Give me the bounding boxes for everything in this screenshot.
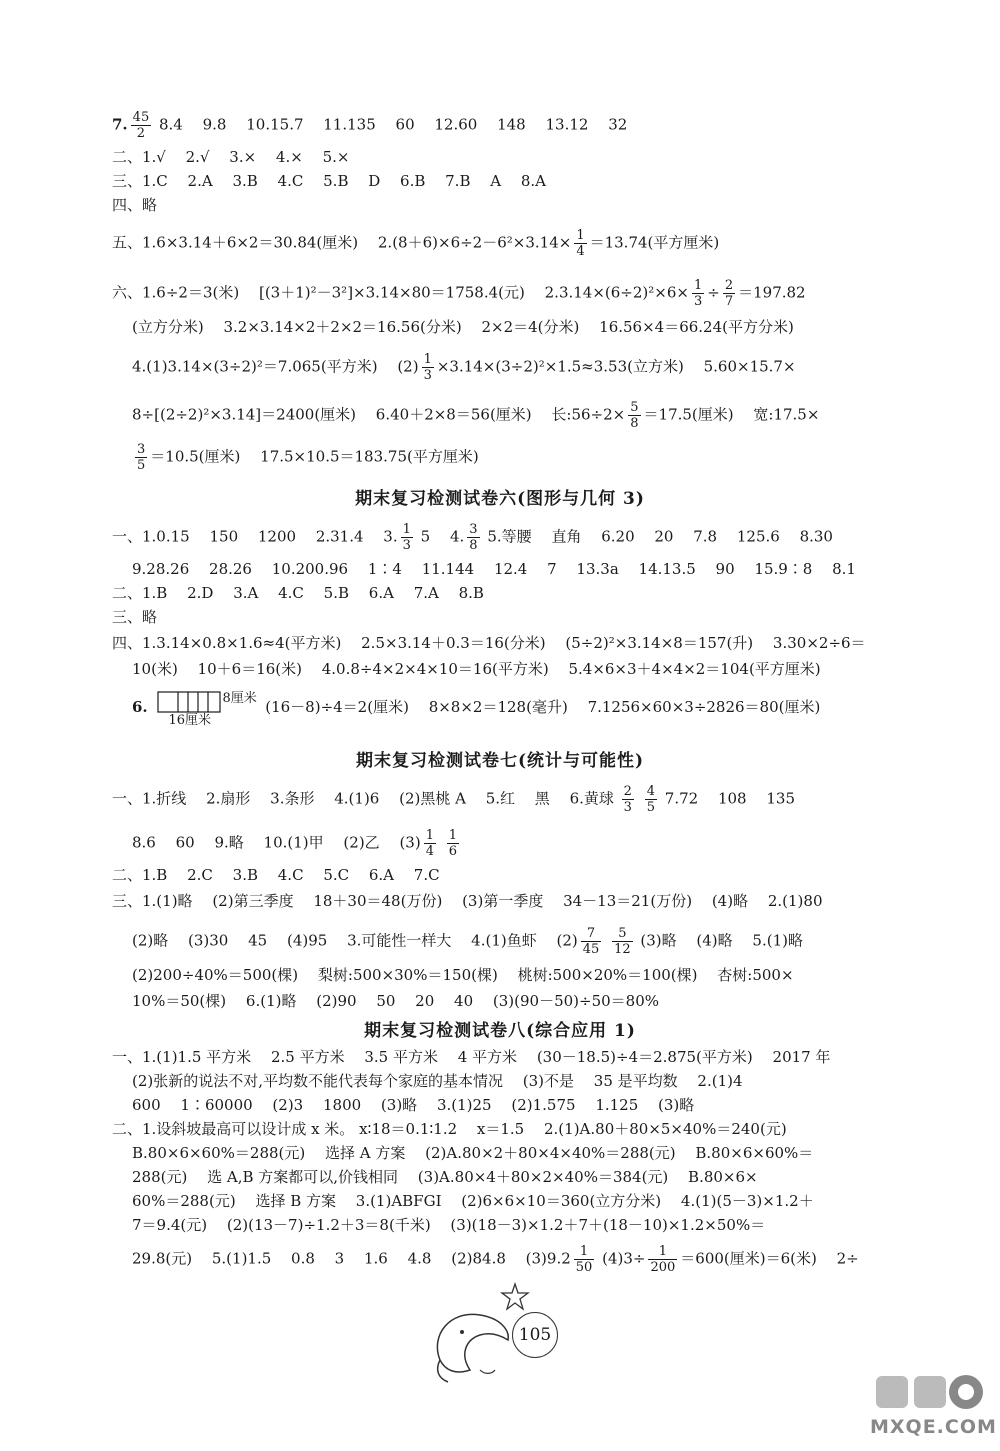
answer-text: 8.4 9.8 10.15.7 11.135 60 12.60 148 13.12 32 [159, 115, 628, 134]
answer-line: 二、1.B 2.D 3.A 4.C 5.B 6.A 7.A 8.B [112, 584, 484, 602]
answer-text: 7. [112, 115, 128, 134]
answer-line: 60%＝288(元) 选择 B 方案 3.(1)ABFGI (2)6×6×10＝360(立方分米) 4.(1)(5－3)×1.2＋ [132, 1192, 814, 1210]
fraction: $\frac{45}{2}$ [132, 110, 150, 141]
answer-line [112, 784, 912, 815]
fraction: $\frac{3}{5}$ [137, 442, 146, 473]
answer-text: 8÷[(2÷2)²×3.14]＝2400(厘米) 6.40＋2×8＝56(厘米) 长:56÷2× [132, 405, 626, 424]
fraction: $\frac{1}{3}$ [423, 352, 432, 383]
answer-text: ＝600(厘米)＝6(米) 2÷ [680, 1249, 859, 1268]
answer-line: 9.28.26 28.26 10.200.96 1∶4 11.144 12.4 7 13.3a 14.13.5 90 15.9∶8 8.1 [132, 560, 856, 578]
answer-line: 10%＝50(棵) 6.(1)略 (2)90 50 20 40 (3)(90－50)÷50＝80% [132, 992, 660, 1010]
answer-text: 一、1.0.15 150 1200 2.31.4 3. [112, 527, 398, 546]
answer-text: 五、1.6×3.14＋6×2＝30.84(厘米) 2.(8＋6)×6÷2－6²×3.14× [112, 233, 572, 252]
answer-text: ÷ [707, 283, 720, 302]
section-title: 期末复习检测试卷八(综合应用 1) [364, 1021, 636, 1041]
answer-line: (2)张新的说法不对,平均数不能代表每个家庭的基本情况 (3)不是 35 是平均数 2.(1)4 [132, 1072, 743, 1090]
fraction: $\frac{1}{4}$ [576, 228, 585, 259]
answer-line [112, 110, 912, 141]
answer-text: ×3.14×(3÷2)²×1.5≈3.53(立方米) 5.60×15.7× [436, 357, 796, 376]
answer-line: 四、1.3.14×0.8×1.6≈4(平方米) 2.5×3.14＋0.3＝16(分米) (5÷2)²×3.14×8＝157(升) 3.30×2÷6＝ [112, 634, 866, 652]
fraction: $\frac{1}{50}$ [575, 1244, 593, 1275]
fraction: $\frac{3}{8}$ [469, 522, 478, 553]
answer-text: ＝17.5(厘米) 宽:17.5× [643, 405, 820, 424]
section-title: 期末复习检测试卷六(图形与几何 3) [355, 489, 645, 509]
fraction: $\frac{5}{8}$ [630, 400, 639, 431]
watermark-logo-icon [870, 1370, 990, 1416]
answer-text: 7.72 108 135 [664, 789, 795, 808]
answer-text: 8.6 60 9.略 10.(1)甲 (2)乙 (3) [132, 833, 421, 852]
answer-text: (2)略 (3)30 45 (4)95 3.可能性一样大 4.(1)鱼虾 (2) [132, 931, 578, 950]
answer-line: 三、略 [112, 608, 158, 626]
star-icon [500, 1282, 530, 1312]
fraction: $\frac{4}{5}$ [646, 784, 656, 815]
answer-line: (2)200÷40%＝500(棵) 梨树:500×30%＝150(棵) 桃树:500×20%＝100(棵) 杏树:500× [132, 966, 794, 984]
fraction: $\frac{1}{3}$ [402, 522, 411, 553]
answer-text: 5.等腰 直角 6.20 20 7.8 125.6 8.30 [487, 527, 833, 546]
answer-line: 二、1.设斜坡最高可以设计成 x 米。 x∶18＝0.1∶1.2 x＝1.5 2.(1)A.80＋80×5×40%＝240(元) [112, 1120, 787, 1138]
answer-text: 6. [132, 698, 148, 716]
answer-line [112, 522, 912, 553]
answer-line [132, 828, 932, 859]
fraction: $\frac{7}{45}$ [582, 926, 600, 957]
answer-text: (16－8)÷4＝2(厘米) 8×8×2＝128(毫升) 7.1256×60×3÷2826＝80(厘米) [265, 698, 821, 716]
answer-line: 一、1.(1)1.5 平方米 2.5 平方米 3.5 平方米 4 平方米 (30－18.5)÷4＝2.875(平方米) 2017 年 [112, 1048, 831, 1066]
section-title: 期末复习检测试卷七(统计与可能性) [355, 751, 645, 771]
answer-line: 四、略 [112, 196, 158, 214]
answer-text: 六、1.6÷2＝3(米) [(3＋1)²－3²]×3.14×80＝1758.4(元) 2.3.14×(6÷2)²×6× [112, 283, 689, 302]
answer-text: (4)3÷ [602, 1249, 646, 1268]
answer-line [132, 926, 932, 957]
answer-line: (立方分米) 3.2×3.14×2＋2×2＝16.56(分米) 2×2＝4(分米) 16.56×4＝66.24(平方分米) [132, 318, 794, 336]
answer-text: 29.8(元) 5.(1)1.5 0.8 3 1.6 4.8 (2)84.8 (3)9.2 [132, 1249, 571, 1268]
fraction: $\frac{2}{3}$ [623, 784, 632, 815]
fraction: $\frac{1}{4}$ [425, 828, 434, 859]
width-label: 16厘米 [168, 713, 211, 728]
answer-line: 288(元) 选 A,B 方案都可以,价钱相同 (3)A.80×4＋80×2×40%＝384(元) B.80×6× [132, 1168, 758, 1186]
answer-line: B.80×6×60%＝288(元) 选择 A 方案 (2)A.80×2＋80×4×40%＝288(元) B.80×6×60%＝ [132, 1144, 814, 1162]
answer-line: 7＝9.4(元) (2)(13－7)÷1.2＋3＝8(千米) (3)(18－3)×1.2＋7＋(18－10)×1.2×50%＝ [132, 1216, 766, 1234]
fraction: $\frac{1}{200}$ [650, 1244, 676, 1275]
fraction: $\frac{1}{3}$ [693, 278, 703, 309]
fraction: $\frac{2}{7}$ [724, 278, 734, 309]
cuboid-figure [156, 690, 256, 726]
answer-line [112, 228, 912, 259]
answer-line [112, 278, 912, 309]
answer-line: 600 1∶60000 (2)3 1800 (3)略 3.(1)25 (2)1.575 1.125 (3)略 [132, 1096, 695, 1114]
answer-line [132, 400, 932, 431]
height-label: 8厘米 [222, 691, 257, 706]
answer-line [132, 690, 932, 734]
answer-text: 一、1.折线 2.扇形 3.条形 4.(1)6 (2)黑桃 A 5.红 黑 6.黄球 [112, 789, 614, 808]
answer-line [132, 1244, 932, 1275]
answer-line: 二、1.√ 2.√ 3.× 4.× 5.× [112, 148, 350, 166]
answer-line: 三、1.(1)略 (2)第三季度 18＋30＝48(万份) (3)第一季度 34－13＝21(万份) (4)略 2.(1)80 [112, 892, 823, 910]
answer-text: 4.(1)3.14×(3÷2)²＝7.065(平方米) (2) [132, 357, 419, 376]
answer-line: 三、1.C 2.A 3.B 4.C 5.B D 6.B 7.B A 8.A [112, 172, 546, 190]
fraction: $\frac{5}{12}$ [614, 926, 631, 957]
answer-text: ＝13.74(平方厘米) [589, 233, 720, 252]
answer-text: 5 4. [420, 527, 465, 546]
answer-line: 10(米) 10＋6＝16(米) 4.0.8÷4×2×4×10＝16(平方米) 5.4×6×3＋4×4×2＝104(平方厘米) [132, 660, 821, 678]
answer-line [132, 352, 932, 383]
watermark-text: MXQE.COM [870, 1416, 997, 1438]
answer-text: ＝10.5(厘米) 17.5×10.5＝183.75(平方厘米) [150, 447, 479, 466]
answer-line [132, 442, 932, 473]
answer-text: (3)略 (4)略 5.(1)略 [640, 931, 803, 950]
page-number: 105 [512, 1312, 558, 1358]
answer-text: ＝197.82 [738, 283, 806, 302]
fraction: $\frac{1}{6}$ [448, 828, 458, 859]
answer-line: 二、1.B 2.C 3.B 4.C 5.C 6.A 7.C [112, 866, 440, 884]
watermark [870, 1370, 997, 1445]
